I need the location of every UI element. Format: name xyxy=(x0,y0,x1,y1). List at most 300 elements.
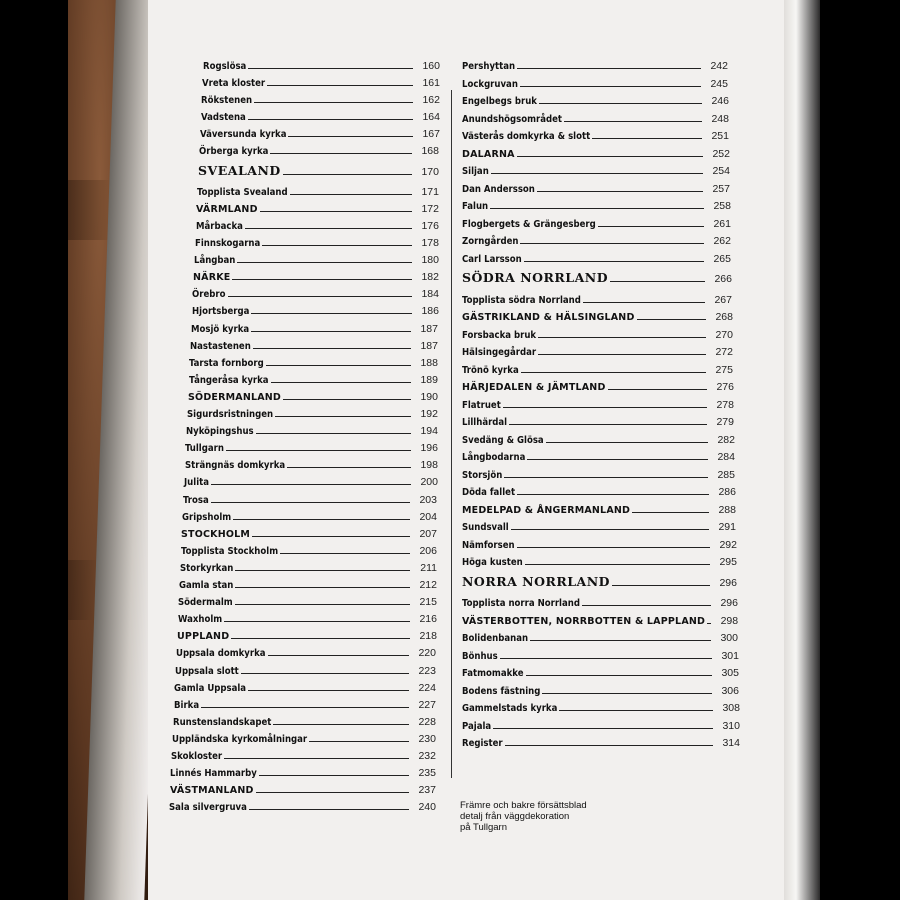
leader-line xyxy=(527,459,708,460)
toc-entry xyxy=(462,128,729,142)
leader-line xyxy=(583,302,705,303)
toc-entry-title: SVEALAND xyxy=(198,163,281,178)
toc-entry-title: Uppsala slott xyxy=(175,666,239,677)
toc-entry xyxy=(462,484,736,498)
toc-entry-title: Nastastenen xyxy=(190,341,251,352)
page-edge xyxy=(780,0,820,900)
toc-page-number: 194 xyxy=(420,425,438,437)
toc-entry-title: Gamla Uppsala xyxy=(174,683,247,694)
leader-line xyxy=(256,792,409,793)
toc-entry-title: Zorngården xyxy=(462,236,519,247)
toc-page-number: 261 xyxy=(713,218,731,230)
leader-line xyxy=(231,638,410,639)
toc-entry xyxy=(194,252,439,266)
toc-page-number: 206 xyxy=(419,545,437,557)
leader-line xyxy=(610,281,705,282)
toc-entry-title: STOCKHOLM xyxy=(181,529,251,540)
toc-entry-title: Bolidenbanan xyxy=(462,633,529,644)
toc-entry xyxy=(170,782,436,796)
toc-entry-title: Waxholm xyxy=(178,614,223,625)
leader-line xyxy=(251,313,412,314)
leader-line xyxy=(493,728,713,729)
toc-entry-title: Birka xyxy=(174,700,200,711)
toc-page-number: 292 xyxy=(719,539,737,551)
toc-entry-title: Tullgarn xyxy=(185,443,224,454)
toc-page-number: 267 xyxy=(714,294,732,306)
toc-entry-title: Nämforsen xyxy=(462,540,515,551)
toc-page-number: 240 xyxy=(418,801,436,813)
toc-entry xyxy=(198,164,439,178)
leader-line xyxy=(525,564,710,565)
toc-entry xyxy=(178,611,437,625)
toc-entry xyxy=(462,718,740,732)
toc-entry-title: Topplista södra Norrland xyxy=(462,295,581,306)
leader-line xyxy=(224,621,410,622)
toc-entry-title: Topplista Svealand xyxy=(197,187,288,198)
toc-entry-title: Lockgruvan xyxy=(462,79,518,90)
toc-page-number: 223 xyxy=(418,665,436,677)
leader-line xyxy=(517,68,701,69)
leader-line xyxy=(235,587,410,588)
toc-entry-title: Storkyrkan xyxy=(180,563,234,574)
leader-line xyxy=(228,296,413,297)
toc-page-number: 258 xyxy=(713,200,731,212)
toc-page-number: 216 xyxy=(419,613,437,625)
toc-page-number: 300 xyxy=(720,632,738,644)
leader-line xyxy=(505,745,713,746)
toc-entry-title: HÄRJEDALEN & JÄMTLAND xyxy=(462,382,606,393)
leader-line xyxy=(211,502,410,503)
toc-page-number: 160 xyxy=(422,60,440,72)
toc-entry xyxy=(462,595,738,609)
toc-entry xyxy=(200,126,440,140)
toc-page-number: 198 xyxy=(420,459,438,471)
leader-line xyxy=(237,262,412,263)
leader-line xyxy=(509,424,707,425)
leader-line xyxy=(582,605,711,606)
toc-page-number: 230 xyxy=(418,733,436,745)
leader-line xyxy=(248,119,413,120)
toc-entry-title: Rökstenen xyxy=(201,95,253,106)
leader-line xyxy=(500,658,712,659)
toc-entry-title: VÄSTERBOTTEN, NORRBOTTEN & LAPPLAND xyxy=(462,616,706,627)
toc-entry-title: Långban xyxy=(194,255,236,266)
leader-line xyxy=(608,389,707,390)
toc-page-number: 254 xyxy=(712,165,730,177)
leader-line xyxy=(224,758,409,759)
toc-entry xyxy=(462,93,729,107)
toc-entry xyxy=(193,269,439,283)
toc-entry-title: Gripsholm xyxy=(182,512,232,523)
toc-page-number: 224 xyxy=(418,682,436,694)
toc-entry-title: Flogbergets & Grängesberg xyxy=(462,219,596,230)
toc-entry xyxy=(191,321,438,335)
toc-page-number: 306 xyxy=(721,685,739,697)
toc-entry xyxy=(462,519,736,533)
toc-entry xyxy=(462,735,740,749)
toc-page-number: 298 xyxy=(720,615,739,627)
leader-line xyxy=(259,775,409,776)
toc-entry xyxy=(173,714,436,728)
toc-entry-title: SÖDRA NORRLAND xyxy=(462,270,609,285)
toc-entry xyxy=(203,58,440,72)
toc-page-number: 286 xyxy=(718,486,736,498)
toc-entry xyxy=(462,502,736,516)
toc-page-number: 207 xyxy=(419,528,437,540)
toc-entry-title: Runstenslandskapet xyxy=(173,717,272,728)
leader-line xyxy=(592,138,702,139)
toc-entry-title: Örebro xyxy=(192,289,226,300)
leader-line xyxy=(520,243,704,244)
toc-entry xyxy=(462,251,731,265)
toc-entry-title: Väversunda kyrka xyxy=(200,129,287,140)
leader-line xyxy=(235,604,410,605)
toc-entry-title: SÖDERMANLAND xyxy=(188,392,282,403)
leader-line xyxy=(273,724,409,725)
toc-entry xyxy=(197,184,439,198)
toc-entry xyxy=(462,683,739,697)
toc-entry xyxy=(202,75,440,89)
toc-entry xyxy=(462,58,728,72)
leader-line xyxy=(511,529,709,530)
toc-entry-title: NÄRKE xyxy=(193,272,231,283)
toc-entry-title: Tångeråsa kyrka xyxy=(189,375,269,386)
toc-entry-title: Hjortsberga xyxy=(192,306,250,317)
toc-entry xyxy=(196,218,439,232)
toc-entry xyxy=(182,509,437,523)
toc-page-number: 296 xyxy=(720,597,738,609)
leader-line xyxy=(266,365,411,366)
toc-entry-title: Höga kusten xyxy=(462,557,523,568)
toc-entry xyxy=(186,423,438,437)
leader-line xyxy=(256,433,411,434)
toc-entry-title: DALARNA xyxy=(462,149,515,160)
toc-page-number: 190 xyxy=(420,391,438,403)
toc-entry xyxy=(181,543,437,557)
toc-entry xyxy=(462,665,739,679)
toc-entry-title: Julita xyxy=(184,477,209,488)
toc-entry-title: Örberga kyrka xyxy=(199,146,269,157)
toc-page-number: 235 xyxy=(418,767,436,779)
leader-line xyxy=(283,399,411,400)
toc-entry xyxy=(201,109,440,123)
toc-page-number: 262 xyxy=(713,235,731,247)
toc-entry-title: Vreta kloster xyxy=(202,78,266,89)
toc-entry-title: Tarsta fornborg xyxy=(189,358,264,369)
toc-page-number: 168 xyxy=(421,145,439,157)
toc-page-number: 186 xyxy=(421,305,439,317)
leader-line xyxy=(248,690,409,691)
leader-line xyxy=(262,245,412,246)
leader-line xyxy=(503,407,707,408)
toc-entry xyxy=(462,233,731,247)
toc-entry-title: Linnés Hammarby xyxy=(170,768,257,779)
leader-line xyxy=(538,337,706,338)
toc-page-number: 167 xyxy=(422,128,440,140)
leader-line xyxy=(233,519,410,520)
toc-entry xyxy=(462,537,737,551)
toc-entry-title: Vadstena xyxy=(201,112,246,123)
toc-entry xyxy=(192,286,439,300)
toc-entry xyxy=(462,700,740,714)
leader-line xyxy=(226,450,411,451)
leader-line xyxy=(637,319,706,320)
toc-entry xyxy=(183,492,437,506)
toc-page-number: 182 xyxy=(421,271,439,283)
toc-page-number: 237 xyxy=(418,784,436,796)
toc-entry xyxy=(462,181,730,195)
toc-entry xyxy=(178,594,437,608)
toc-entry xyxy=(196,201,439,215)
toc-entry xyxy=(462,163,730,177)
toc-page-number: 276 xyxy=(716,381,734,393)
toc-entry xyxy=(462,432,735,446)
leader-line xyxy=(290,194,412,195)
toc-entry-title: Topplista Stockholm xyxy=(181,546,279,557)
leader-line xyxy=(275,416,411,417)
leader-line xyxy=(248,68,413,69)
toc-page-number: 187 xyxy=(420,323,438,335)
toc-entry-title: Strängnäs domkyrka xyxy=(185,460,286,471)
toc-entry-title: Carl Larsson xyxy=(462,254,522,265)
toc-entry-title: Dan Andersson xyxy=(462,184,535,195)
toc-entry xyxy=(171,748,436,762)
toc-entry-title: Sigurdsristningen xyxy=(187,409,274,420)
toc-page-number: 278 xyxy=(716,399,734,411)
leader-line xyxy=(524,261,704,262)
toc-entry xyxy=(462,344,733,358)
toc-entry xyxy=(462,613,738,627)
toc-entry-title: Sundsvall xyxy=(462,522,509,533)
toc-page-number: 301 xyxy=(721,650,739,662)
leader-line xyxy=(235,570,410,571)
leader-line xyxy=(268,655,409,656)
leader-line xyxy=(517,156,703,157)
toc-entry-title: Skokloster xyxy=(171,751,223,762)
leader-line xyxy=(249,809,409,810)
toc-entry xyxy=(179,577,437,591)
toc-page-number: 232 xyxy=(418,750,436,762)
toc-entry-title: Uppländska kyrkomålningar xyxy=(172,734,308,745)
toc-entry xyxy=(462,397,734,411)
toc-page-number: 291 xyxy=(718,521,736,533)
leader-line xyxy=(564,121,702,122)
toc-entry-title: Gammelstads kyrka xyxy=(462,703,558,714)
toc-entry xyxy=(199,143,439,157)
leader-line xyxy=(530,640,711,641)
toc-page-number: 266 xyxy=(714,273,732,285)
leader-line xyxy=(245,228,412,229)
toc-entry xyxy=(185,457,438,471)
toc-entry-title: Pershyttan xyxy=(462,61,516,72)
toc-entry-title: Västerås domkyrka & slott xyxy=(462,131,591,142)
toc-page-number: 184 xyxy=(421,288,439,300)
toc-page-number: 204 xyxy=(419,511,437,523)
toc-entry xyxy=(462,111,729,125)
toc-entry-title: Pajala xyxy=(462,721,492,732)
leader-line xyxy=(309,741,409,742)
toc-entry-title: Finnskogarna xyxy=(195,238,261,249)
toc-page-number: 245 xyxy=(710,78,728,90)
leader-line xyxy=(707,623,711,624)
toc-entry xyxy=(462,292,732,306)
toc-entry xyxy=(175,663,436,677)
toc-entry xyxy=(462,198,731,212)
leader-line xyxy=(612,585,710,586)
leader-line xyxy=(517,547,710,548)
toc-page-number: 296 xyxy=(719,577,737,589)
toc-entry xyxy=(174,680,436,694)
toc-page-number: 279 xyxy=(716,416,734,428)
toc-page-number: 265 xyxy=(713,253,731,265)
leader-line xyxy=(283,174,412,175)
toc-page-number: 305 xyxy=(721,667,739,679)
toc-entry xyxy=(174,697,436,711)
toc-entry-title: Bönhus xyxy=(462,651,498,662)
leader-line xyxy=(538,354,706,355)
leader-line xyxy=(288,136,413,137)
toc-entry-title: Fatmomakke xyxy=(462,668,524,679)
toc-entry xyxy=(462,216,731,230)
leader-line xyxy=(254,102,413,103)
toc-entry-title: Falun xyxy=(462,201,489,212)
leader-line xyxy=(252,536,410,537)
leader-line xyxy=(253,348,411,349)
toc-entry-title: UPPLAND xyxy=(177,631,230,642)
toc-entry-title: Svedäng & Glösa xyxy=(462,435,544,446)
toc-entry-title: Flatruet xyxy=(462,400,501,411)
toc-page-number: 161 xyxy=(422,77,440,89)
toc-page-number: 212 xyxy=(419,579,437,591)
toc-page-number: 284 xyxy=(717,451,735,463)
toc-entry-title: Döda fallet xyxy=(462,487,516,498)
toc-page-number: 192 xyxy=(420,408,438,420)
toc-entry xyxy=(195,235,439,249)
toc-entry-title: Topplista norra Norrland xyxy=(462,598,580,609)
toc-entry xyxy=(187,406,438,420)
leader-line xyxy=(287,467,411,468)
endpaper-note xyxy=(460,800,660,833)
toc-entry xyxy=(169,799,436,813)
toc-entry xyxy=(462,146,730,160)
toc-entry-title: GÄSTRIKLAND & HÄLSINGLAND xyxy=(462,312,635,323)
toc-entry-title: Långbodarna xyxy=(462,452,526,463)
toc-entry-title: Rogslösa xyxy=(203,61,247,72)
note-line: detalj från väggdekoration xyxy=(460,811,570,822)
leader-line xyxy=(521,372,706,373)
toc-entry-title: NORRA NORRLAND xyxy=(462,574,610,589)
toc-page-number: 172 xyxy=(421,203,439,215)
toc-page-number: 170 xyxy=(421,166,439,178)
toc-page-number: 246 xyxy=(711,95,729,107)
toc-entry-title: VÄSTMANLAND xyxy=(170,785,254,796)
toc-page-number: 227 xyxy=(418,699,436,711)
toc-page-number: 178 xyxy=(421,237,439,249)
toc-page-number: 171 xyxy=(421,186,439,198)
toc-page-number: 162 xyxy=(422,94,440,106)
leader-line xyxy=(559,710,713,711)
toc-page-number: 314 xyxy=(722,737,740,749)
toc-entry-title: Bodens fästning xyxy=(462,686,541,697)
leader-line xyxy=(241,673,409,674)
toc-entry xyxy=(462,554,737,568)
leader-line xyxy=(539,103,702,104)
note-line: på Tullgarn xyxy=(460,822,508,833)
toc-entry-title: Lillhärdal xyxy=(462,417,508,428)
toc-page-number: 176 xyxy=(421,220,439,232)
toc-entry-title: MEDELPAD & ÅNGERMANLAND xyxy=(462,505,631,516)
column-divider xyxy=(451,90,452,778)
leader-line xyxy=(537,191,703,192)
leader-line xyxy=(267,85,413,86)
toc-entry-title: VÄRMLAND xyxy=(196,204,258,215)
toc-entry xyxy=(462,271,732,285)
toc-entry xyxy=(462,575,737,589)
toc-entry-title: Forsbacka bruk xyxy=(462,330,537,341)
toc-page-number: 257 xyxy=(712,183,730,195)
toc-entry-title: Mårbacka xyxy=(196,221,243,232)
toc-page-number: 196 xyxy=(420,442,438,454)
toc-entry xyxy=(177,628,437,642)
toc-page-number: 220 xyxy=(418,647,436,659)
leader-line xyxy=(504,477,708,478)
leader-line xyxy=(526,675,713,676)
toc-entry-title: Register xyxy=(462,738,503,749)
toc-entry xyxy=(190,338,438,352)
toc-page-number: 200 xyxy=(420,476,438,488)
toc-page-number: 187 xyxy=(420,340,438,352)
toc-page-number: 268 xyxy=(715,311,733,323)
toc-entry-title: Anundshögsområdet xyxy=(462,114,563,125)
leader-line xyxy=(280,553,410,554)
toc-entry xyxy=(462,76,728,90)
toc-entry xyxy=(462,414,734,428)
toc-page-number: 270 xyxy=(715,329,733,341)
toc-entry xyxy=(462,630,738,644)
toc-entry-title: Trönö kyrka xyxy=(462,365,519,376)
toc-page-number: 275 xyxy=(715,364,733,376)
toc-entry xyxy=(462,309,733,323)
toc-entry xyxy=(180,560,437,574)
toc-entry xyxy=(170,765,436,779)
toc-page-number: 211 xyxy=(420,562,437,574)
toc-entry xyxy=(462,648,739,662)
toc-page-number: 164 xyxy=(422,111,440,123)
toc-page-number: 248 xyxy=(711,113,729,125)
toc-entry xyxy=(181,526,437,540)
toc-page-number: 310 xyxy=(722,720,740,732)
toc-entry xyxy=(188,389,438,403)
toc-entry xyxy=(172,731,436,745)
toc-page-number: 251 xyxy=(711,130,729,142)
toc-page-number: 288 xyxy=(718,504,736,516)
toc-page-number: 295 xyxy=(719,556,737,568)
leader-line xyxy=(201,707,409,708)
toc-entry xyxy=(189,372,438,386)
toc-entry xyxy=(201,92,440,106)
toc-page-number: 189 xyxy=(420,374,438,386)
toc-entry-title: Nyköpingshus xyxy=(186,426,254,437)
toc-entry-title: Södermalm xyxy=(178,597,233,608)
toc-page-number: 180 xyxy=(421,254,439,266)
toc-entry-title: Storsjön xyxy=(462,470,503,481)
leader-line xyxy=(491,173,703,174)
leader-line xyxy=(490,208,704,209)
toc-page-number: 285 xyxy=(717,469,735,481)
toc-entry xyxy=(192,303,439,317)
toc-entry xyxy=(185,440,438,454)
toc-entry-title: Gamla stan xyxy=(179,580,234,591)
